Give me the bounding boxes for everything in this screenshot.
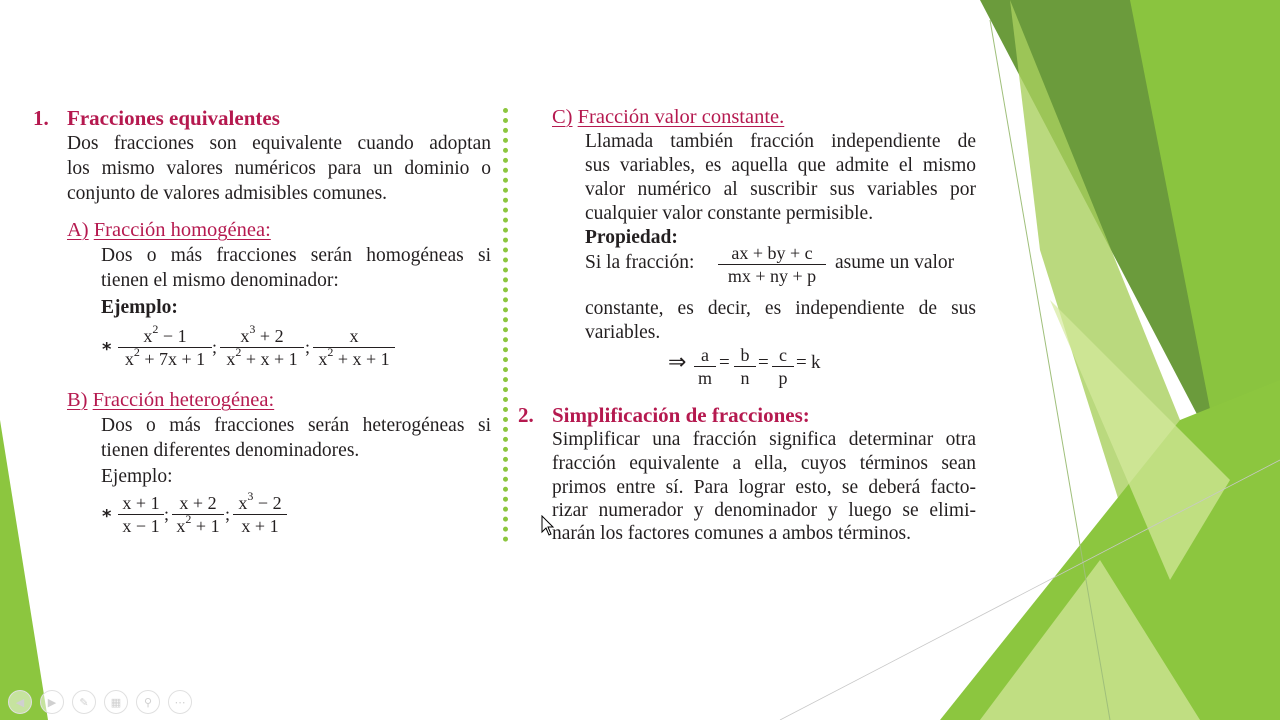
subC-property-prefix: Si la fracción: (585, 252, 695, 273)
subC-line-4: cualquier valor constante permisible. (585, 203, 874, 224)
subB-line-1: Dos o más fracciones serán heterogéneas si (101, 415, 491, 436)
column-divider (503, 108, 508, 542)
subC-property-line-1: constante, es decir, es independiente de sus (585, 298, 976, 319)
section2-line-5: narán los factores comunes a ambos términos. (552, 523, 912, 544)
section1-number: 1. (33, 106, 49, 130)
section2-title: Simplificación de fracciones: (552, 403, 810, 427)
fraction: $\frac{x}{x^2 + x + 1}$ (313, 326, 395, 370)
subA-letter: A) (67, 219, 89, 241)
fraction: $\frac{x^3 + 2}{x^2 + x + 1}$ (220, 326, 304, 370)
subA-line-1: Dos o más fracciones serán homogéneas si (101, 245, 491, 266)
slides-icon[interactable]: ▦ (104, 690, 128, 714)
subC-line-3: valor numérico al suscribir sus variables por (585, 179, 976, 200)
separator: ; (212, 337, 218, 357)
equals-sign: = (719, 352, 730, 373)
slideshow-toolbar (8, 690, 192, 714)
mouse-cursor-icon (541, 515, 555, 537)
more-icon[interactable]: ⋯ (168, 690, 192, 714)
subC-property-line-2: variables. (585, 322, 661, 343)
separator: ; (305, 337, 311, 357)
subB-letter: B) (67, 389, 88, 411)
fraction: $\frac{x + 2}{x^2 + 1}$ (172, 493, 224, 537)
ratio-fraction: $\frac{c}{p}$ (772, 345, 794, 389)
subC-line-2: sus variables, es aquella que admite el mismo (585, 155, 976, 176)
separator: ; (164, 504, 170, 524)
implies-arrow: ⇒ (668, 350, 687, 375)
subB-example-label: Ejemplo: (101, 466, 173, 487)
subC-heading (552, 106, 784, 129)
ratio-fraction: $\frac{b}{n}$ (734, 345, 756, 389)
subA-heading (67, 219, 271, 242)
section1-line-2: los mismo valores numéricos para un dominio o (67, 158, 491, 179)
subA-bullet: * (102, 339, 112, 360)
section2-line-3: primos entre sí. Para lograr esto, se deberá facto- (552, 477, 976, 498)
pen-icon[interactable]: ✎ (72, 690, 96, 714)
section2-number: 2. (518, 403, 534, 427)
subB-heading (67, 389, 274, 412)
section2-line-4: rizar numerador y denominador y luego se elimi- (552, 500, 976, 521)
fraction: $\frac{x^3 - 2}{x + 1}$ (233, 493, 287, 537)
property-fraction (718, 243, 826, 287)
subB-bullet: * (102, 506, 112, 527)
subB-line-2: tienen diferentes denominadores. (101, 440, 360, 461)
fraction: $\frac{x^2 - 1}{x^2 + 7x + 1}$ (118, 326, 212, 370)
subC-title: Fracción valor constante. (577, 106, 785, 128)
property-fraction-denominator: mx + ny + p (718, 264, 826, 287)
subA-title: Fracción homogénea: (93, 219, 271, 241)
constant-k: k (811, 352, 821, 373)
section2-line-2: fracción equivalente a ella, cuyos términos sean (552, 453, 976, 474)
equals-sign: = (758, 352, 769, 373)
prev-icon[interactable]: ◀ (8, 690, 32, 714)
section1-line-1: Dos fracciones son equivalente cuando adoptan (67, 133, 491, 154)
subB-title: Fracción heterogénea: (92, 389, 275, 411)
subA-example-label: Ejemplo: (101, 297, 178, 318)
next-icon[interactable]: ▶ (40, 690, 64, 714)
subC-property-label: Propiedad: (585, 227, 678, 248)
separator: ; (225, 504, 231, 524)
subC-letter: C) (552, 106, 573, 128)
subC-property-suffix: asume un valor (835, 252, 955, 273)
section1-title: Fracciones equivalentes (67, 106, 280, 130)
property-fraction-numerator: ax + by + c (731, 243, 813, 263)
subC-line-1: Llamada también fracción independiente de (585, 131, 976, 152)
subA-line-2: tienen el mismo denominador: (101, 270, 339, 291)
section2-line-1: Simplificar una fracción significa determinar otra (552, 429, 976, 450)
equals-sign: = (796, 352, 807, 373)
ratio-fraction: $\frac{a}{m}$ (694, 345, 716, 389)
zoom-icon[interactable]: ⚲ (136, 690, 160, 714)
section1-line-3: conjunto de valores admisibles comunes. (67, 183, 388, 204)
fraction: $\frac{x + 1}{x - 1}$ (118, 493, 164, 537)
